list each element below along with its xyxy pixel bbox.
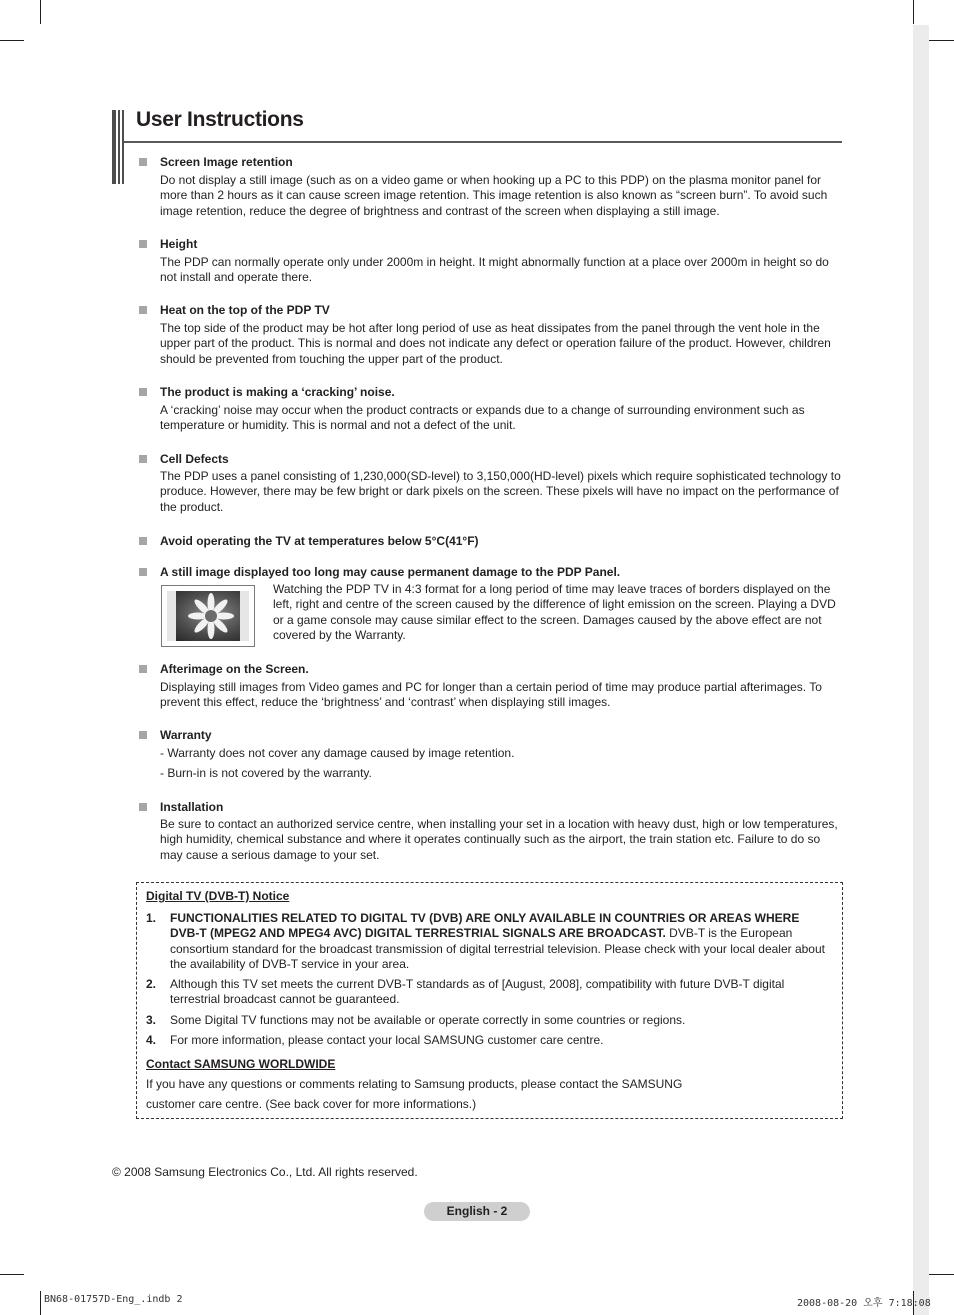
crop-mark <box>929 40 954 41</box>
notice-item-number: 2. <box>146 977 157 991</box>
notice-item-2: Although this TV set meets the current DVB-T standards as of [August, 2008], compatibility with future DVB-T digital terrestrial broadcast cannot be guaranteed. <box>170 977 785 1007</box>
file-slug: BN68-01757D-Eng_.indb 2 <box>44 1294 183 1305</box>
flower-image <box>167 591 249 641</box>
bullet-square-icon <box>139 388 147 396</box>
section-body-heat: The top side of the product may be hot after long period of use as heat dissipates from the panel through the vent hole in the upper part of the product. This is normal and does not indicate any defect or operation failure of the product. However, children should be prevented from touching the upper part of the product. <box>160 321 831 366</box>
notice-item-1-text: DVB-T is the European consortium standard for the broadcast transmission of digital terrestrial television. Please check with your local dealer about the availability of DVB-T service in your area. <box>170 926 825 972</box>
bullet-square-icon <box>139 455 147 463</box>
notice-item-1 <box>170 911 830 973</box>
bullet-square-icon <box>139 240 147 248</box>
bullet-square-icon <box>139 537 147 545</box>
copyright-text: © 2008 Samsung Electronics Co., Ltd. All rights reserved. <box>112 1165 418 1179</box>
crop-mark <box>913 0 914 24</box>
section-heading-installation: Installation <box>160 800 224 814</box>
section-heading-temperature: Avoid operating the TV at temperatures below 5°C(41°F) <box>160 534 479 548</box>
section-body-cracking-noise: A ‘cracking’ noise may occur when the product contracts or expands due to a change of surrounding environment such as temperature or humidity. This is normal and not a defect of the unit. <box>160 403 805 433</box>
section-body-screen-image-retention: Do not display a still image (such as on a video game or when hooking up a PC to this PDP) on the plasma monitor panel for more than 2 hours as it can cause screen image retention. This image retention is also known as “screen burn”. To avoid such image retention, reduce the degree of brightness and contrast of the screen when displaying a still image. <box>160 173 828 218</box>
crop-mark <box>40 0 41 24</box>
contact-line: customer care centre. (See back cover for more informations.) <box>146 1097 477 1111</box>
tv-screen-thumbnail <box>161 585 255 647</box>
notice-item-1-bold: FUNCTIONALITIES RELATED TO DIGITAL TV (DVB) ARE ONLY AVAILABLE IN COUNTRIES OR AREAS WHERE DVB-T (MPEG2 AND MPEG4 AVC) DIGITAL TERRESTRIAL SIGNALS ARE BROADCAST. <box>170 911 800 941</box>
warranty-line: - Burn-in is not covered by the warranty. <box>160 766 372 780</box>
bullet-square-icon <box>139 158 147 166</box>
page-edge-strip <box>913 25 929 1315</box>
date-slug: 2008-08-20 오후 7:18:08 <box>797 1298 931 1309</box>
notice-item-4: For more information, please contact your local SAMSUNG customer care centre. <box>170 1033 604 1047</box>
title-rule <box>124 141 842 143</box>
section-heading-height: Height <box>160 237 198 251</box>
section-heading-screen-image-retention: Screen Image retention <box>160 155 293 169</box>
crop-mark <box>0 1274 24 1275</box>
page-number-badge: English - 2 <box>424 1202 530 1221</box>
section-body-still-image: Watching the PDP TV in 4:3 format for a long period of time may leave traces of borders displayed on the left, right and centre of the screen caused by the difference of light emission on the screen. Playing a DVD or a game console may cause similar effect to the screen. Damages caused by the above effect are not covered by the Warranty. <box>273 582 836 643</box>
page-title: User Instructions <box>136 108 304 131</box>
section-heading-still-image: A still image displayed too long may cause permanent damage to the PDP Panel. <box>160 565 621 579</box>
notice-item-3: Some Digital TV functions may not be available or operate correctly in some countries or regions. <box>170 1013 686 1027</box>
section-heading-heat: Heat on the top of the PDP TV <box>160 303 330 317</box>
section-body-afterimage: Displaying still images from Video games and PC for longer than a certain period of time may produce partial afterimages. To prevent this effect, reduce the ‘brightness’ and ‘contrast’ when displaying still images. <box>160 680 822 710</box>
section-body-installation: Be sure to contact an authorized service centre, when installing your set in a location with heavy dust, high or low temperatures, high humidity, chemical substance and where it operates continually such as the airport, the train station etc. Failure to do so may cause a serious damage to your set. <box>160 817 838 862</box>
bullet-square-icon <box>139 665 147 673</box>
notice-item-number: 4. <box>146 1033 157 1047</box>
notice-heading: Digital TV (DVB-T) Notice <box>146 889 290 903</box>
bullet-square-icon <box>139 568 147 576</box>
bullet-square-icon <box>139 803 147 811</box>
warranty-line: - Warranty does not cover any damage caused by image retention. <box>160 746 515 760</box>
bullet-square-icon <box>139 306 147 314</box>
section-heading-warranty: Warranty <box>160 728 212 742</box>
section-heading-cell-defects: Cell Defects <box>160 452 229 466</box>
section-body-cell-defects: The PDP uses a panel consisting of 1,230,000(SD-level) to 3,150,000(HD-level) pixels which require sophisticated technology to produce. However, there may be few bright or dark pixels on the screen. These pixels will have no impact on the performance of the product. <box>160 469 841 514</box>
notice-item-number: 1. <box>146 911 157 925</box>
bullet-square-icon <box>139 731 147 739</box>
contact-line: If you have any questions or comments relating to Samsung products, please contact the SAMSUNG <box>146 1077 683 1091</box>
crop-mark <box>929 1274 954 1275</box>
section-heading-afterimage: Afterimage on the Screen. <box>160 662 309 676</box>
section-heading-cracking-noise: The product is making a ‘cracking’ noise. <box>160 385 395 399</box>
crop-mark <box>40 1291 41 1315</box>
contact-heading: Contact SAMSUNG WORLDWIDE <box>146 1057 336 1071</box>
section-body-height: The PDP can normally operate only under 2000m in height. It might abnormally function at a place over 2000m in height so do not install and operate there. <box>160 255 829 285</box>
notice-item-number: 3. <box>146 1013 157 1027</box>
crop-mark <box>0 40 24 41</box>
